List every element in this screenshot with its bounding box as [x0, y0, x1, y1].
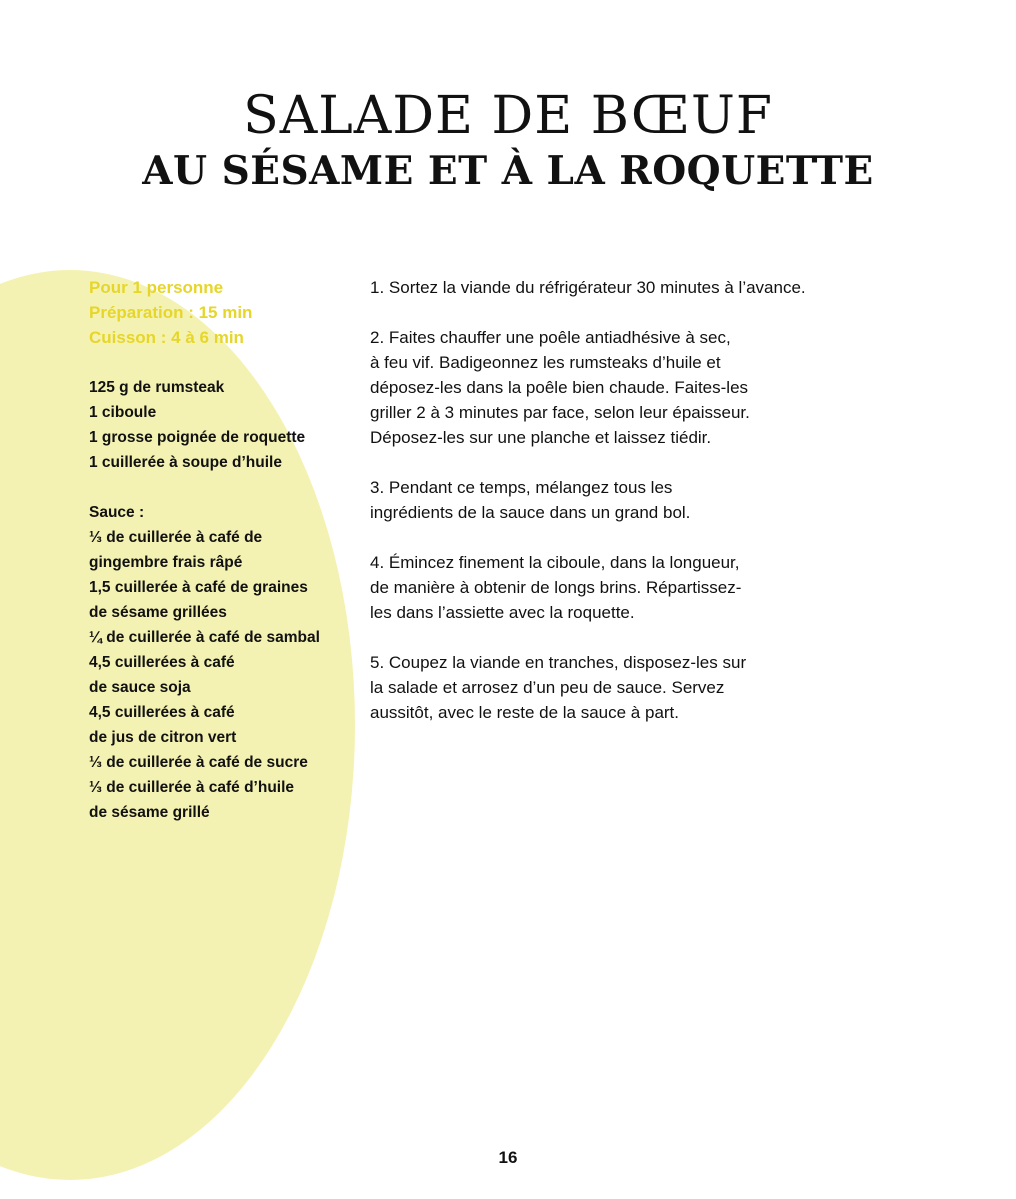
preparation-time: Préparation : 15 min	[89, 303, 253, 322]
spacer	[89, 350, 359, 375]
step-text: aussitôt, avec le reste de la sauce à part.	[370, 703, 680, 722]
sauce-item: ¼ de cuillerée à café de sambal	[89, 629, 320, 646]
sauce-item: de sésame grillées	[89, 604, 227, 621]
step-text: à feu vif. Badigeonnez les rumsteaks d’huile et	[370, 353, 721, 372]
step-text: 3. Pendant ce temps, mélangez tous les	[370, 478, 673, 497]
ingredient-item: 125 g de rumsteak	[89, 379, 225, 396]
sauce-item: ⅓ de cuillerée à café d’huile	[89, 779, 295, 796]
sauce-item: de sauce soja	[89, 679, 191, 696]
sauce-item: 1,5 cuillerée à café de graines	[89, 579, 308, 596]
title-main: SALADE DE BŒUF	[243, 86, 773, 146]
sauce-item: ⅓ de cuillerée à café de	[89, 529, 263, 546]
sauce-item: de sésame grillé	[89, 804, 210, 821]
step-text: 5. Coupez la viande en tranches, disposez-les sur	[370, 653, 747, 672]
step-4	[370, 550, 890, 625]
ingredient-item: 1 grosse poignée de roquette	[89, 429, 306, 446]
step-text: 2. Faites chauffer une poêle antiadhésive à sec,	[370, 328, 731, 347]
title-subtitle: AU SÉSAME ET À LA ROQUETTE	[142, 148, 874, 194]
step-5	[370, 650, 890, 725]
ingredients-column	[89, 275, 359, 825]
step-1	[370, 275, 890, 300]
cooking-time: Cuisson : 4 à 6 min	[89, 328, 244, 347]
step-text: griller 2 à 3 minutes par face, selon leur épaisseur.	[370, 403, 750, 422]
recipe-title	[0, 86, 1016, 194]
instructions-column	[370, 275, 890, 750]
step-text: Déposez-les sur une planche et laissez tiédir.	[370, 428, 712, 447]
step-3	[370, 475, 890, 525]
page-number: 16	[498, 1148, 518, 1167]
sauce-item: de jus de citron vert	[89, 729, 237, 746]
step-text: de manière à obtenir de longs brins. Répartissez-	[370, 578, 742, 597]
step-2	[370, 325, 890, 450]
step-text: 1. Sortez la viande du réfrigérateur 30 minutes à l’avance.	[370, 278, 806, 297]
spacer	[89, 475, 359, 500]
step-text: les dans l’assiette avec la roquette.	[370, 603, 635, 622]
step-text: 4. Émincez finement la ciboule, dans la longueur,	[370, 553, 740, 572]
step-text: la salade et arrosez d’un peu de sauce. Servez	[370, 678, 725, 697]
step-text: déposez-les dans la poêle bien chaude. Faites-les	[370, 378, 749, 397]
ingredient-item: 1 cuillerée à soupe d’huile	[89, 454, 282, 471]
servings: Pour 1 personne	[89, 278, 224, 297]
ingredient-item: 1 ciboule	[89, 404, 157, 421]
sauce-item: gingembre frais râpé	[89, 554, 243, 571]
sauce-item: 4,5 cuillerées à café	[89, 654, 235, 671]
step-text: ingrédients de la sauce dans un grand bol.	[370, 503, 691, 522]
sauce-item: ⅓ de cuillerée à café de sucre	[89, 754, 308, 771]
sauce-item: 4,5 cuillerées à café	[89, 704, 235, 721]
sauce-heading: Sauce :	[89, 504, 145, 521]
